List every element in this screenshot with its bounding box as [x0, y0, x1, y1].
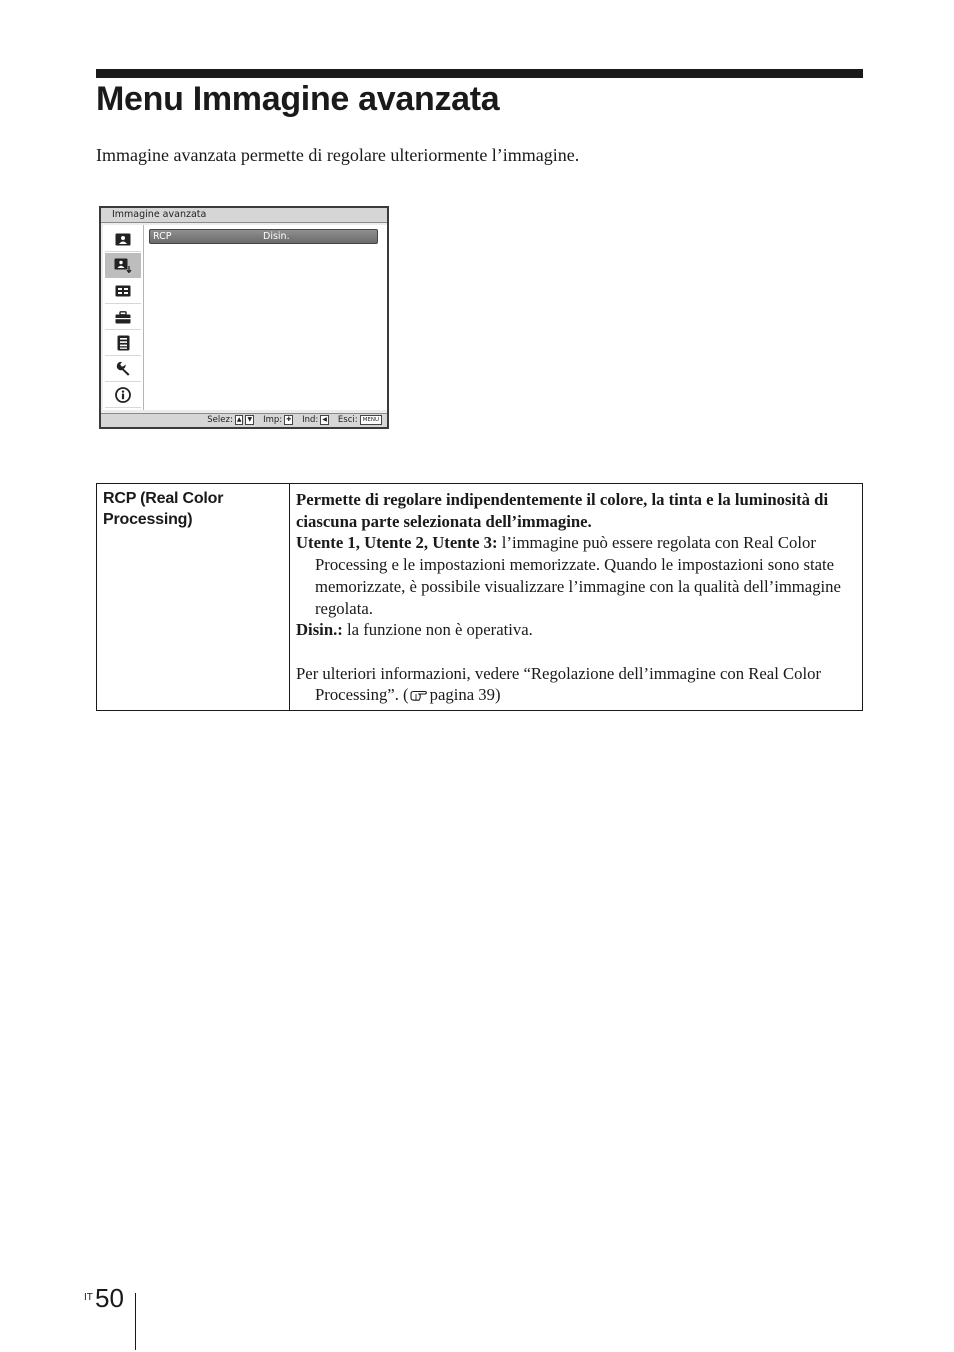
- column-divider: [289, 484, 290, 710]
- select-label: Selez:: [207, 415, 233, 425]
- reference-note: [296, 663, 858, 706]
- menu-key-icon: MENU: [360, 415, 382, 425]
- enter-label: Imp:: [263, 415, 283, 425]
- left-arrow-key-icon: ◀: [322, 416, 327, 423]
- note-text: Per ulteriori informazioni, vedere “Regolazione dell’immagine con Real Color Processing”. (: [296, 663, 822, 705]
- option-off: [296, 619, 858, 641]
- description-intro: Permette di regolare indipendentemente il colore, la tinta e la luminosità di ciascuna parte selezionata dell’immagine.: [296, 490, 829, 531]
- option-term: Disin.:: [296, 620, 343, 640]
- information-icon[interactable]: [105, 383, 141, 408]
- picture-icon[interactable]: [105, 227, 141, 252]
- exit-label: Esci:: [337, 415, 358, 425]
- screen-icon[interactable]: [105, 279, 141, 304]
- page-title: Menu Immagine avanzata: [96, 80, 500, 118]
- osd-title: Immagine avanzata: [101, 208, 387, 223]
- down-arrow-key-icon: ▼: [247, 416, 253, 423]
- option-text: l’immagine può essere regolata con Real Color Processing e le impostazioni memorizzate. Quando le impostazioni sono state memorizzate, è possibile visualizzare l’immagine con la qualità dell’immagine regolata.: [315, 533, 841, 618]
- item-description: [296, 489, 858, 706]
- osd-menu-screenshot: [99, 206, 389, 429]
- osd-row-value: Disin.: [263, 231, 290, 242]
- osd-body: [103, 225, 387, 410]
- setup-toolbox-icon[interactable]: [105, 305, 141, 330]
- page-number: 50: [95, 1283, 124, 1313]
- up-arrow-key-icon: ▲: [236, 416, 242, 423]
- page-reference-link[interactable]: pagina 39): [429, 685, 501, 705]
- osd-sidebar: [103, 225, 144, 410]
- osd-footer: [101, 413, 387, 427]
- advanced-picture-icon[interactable]: [105, 253, 141, 278]
- item-name: RCP (Real Color Processing): [103, 490, 224, 528]
- settings-table: [96, 483, 863, 711]
- language-code: IT: [84, 1292, 93, 1303]
- osd-row-label: RCP: [153, 231, 172, 242]
- intro-text: Immagine avanzata permette di regolare ulteriormente l’immagine.: [96, 145, 580, 165]
- footer-rule: [135, 1293, 136, 1350]
- pointing-hand-icon: [410, 689, 427, 702]
- enter-key-icon: ✚: [286, 416, 292, 423]
- option-text: la funzione non è operativa.: [342, 620, 533, 640]
- title-rule: [96, 69, 863, 78]
- option-term: Utente 1, Utente 2, Utente 3:: [296, 533, 498, 553]
- wrench-icon[interactable]: [105, 357, 141, 382]
- osd-rcp-row[interactable]: [149, 229, 378, 244]
- back-label: Ind:: [302, 415, 319, 425]
- function-icon[interactable]: [105, 331, 141, 356]
- option-users: [296, 532, 858, 619]
